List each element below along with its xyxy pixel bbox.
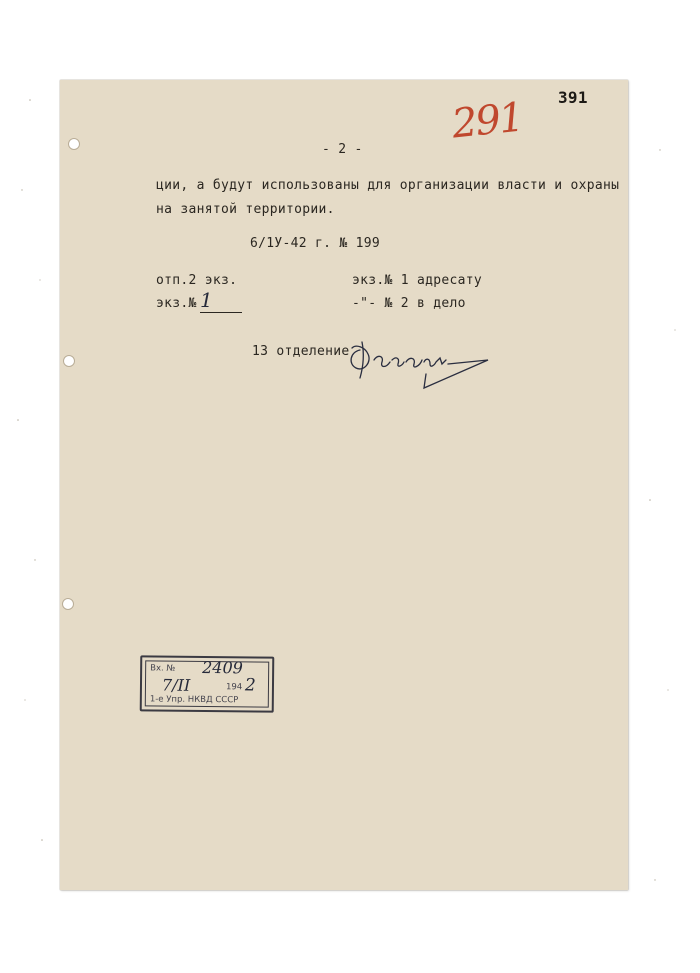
distribution-line: экз.№ 1 адресату bbox=[352, 273, 483, 288]
copies-sent-count: отп.2 экз. bbox=[156, 273, 238, 288]
distribution-line: -"- № 2 в дело bbox=[352, 296, 466, 311]
stamp-incoming-label: Вх. № bbox=[150, 663, 176, 674]
stamp-incoming-number: 2409 bbox=[202, 657, 243, 678]
reference-number: 6/1У-42 г. № 199 bbox=[250, 236, 381, 251]
stamp-year-digit: 2 bbox=[244, 675, 256, 696]
handwritten-folio-number: 291 bbox=[449, 94, 525, 148]
archive-page-number: 391 bbox=[558, 88, 588, 107]
body-line: ции, а будут использованы для организации власти и охраны bbox=[156, 178, 620, 193]
stamp-date: 7/II bbox=[161, 675, 191, 695]
punch-hole bbox=[63, 355, 75, 367]
registration-stamp bbox=[140, 655, 275, 712]
stamp-year-prefix: 194 bbox=[225, 682, 243, 693]
handwritten-underline bbox=[200, 312, 242, 313]
page-marker: - 2 - bbox=[322, 142, 363, 157]
stamp-department: 1-е Упр. НКВД СССР bbox=[149, 694, 239, 706]
copy-number-label: экз.№ bbox=[156, 296, 197, 311]
punch-hole bbox=[68, 138, 80, 150]
document-sheet bbox=[60, 80, 628, 890]
punch-hole bbox=[62, 598, 74, 610]
department-label: 13 отделение bbox=[252, 344, 350, 359]
handwritten-signature bbox=[346, 334, 496, 392]
handwritten-copy-number: 1 bbox=[200, 288, 213, 312]
body-line: на занятой территории. bbox=[156, 202, 335, 217]
